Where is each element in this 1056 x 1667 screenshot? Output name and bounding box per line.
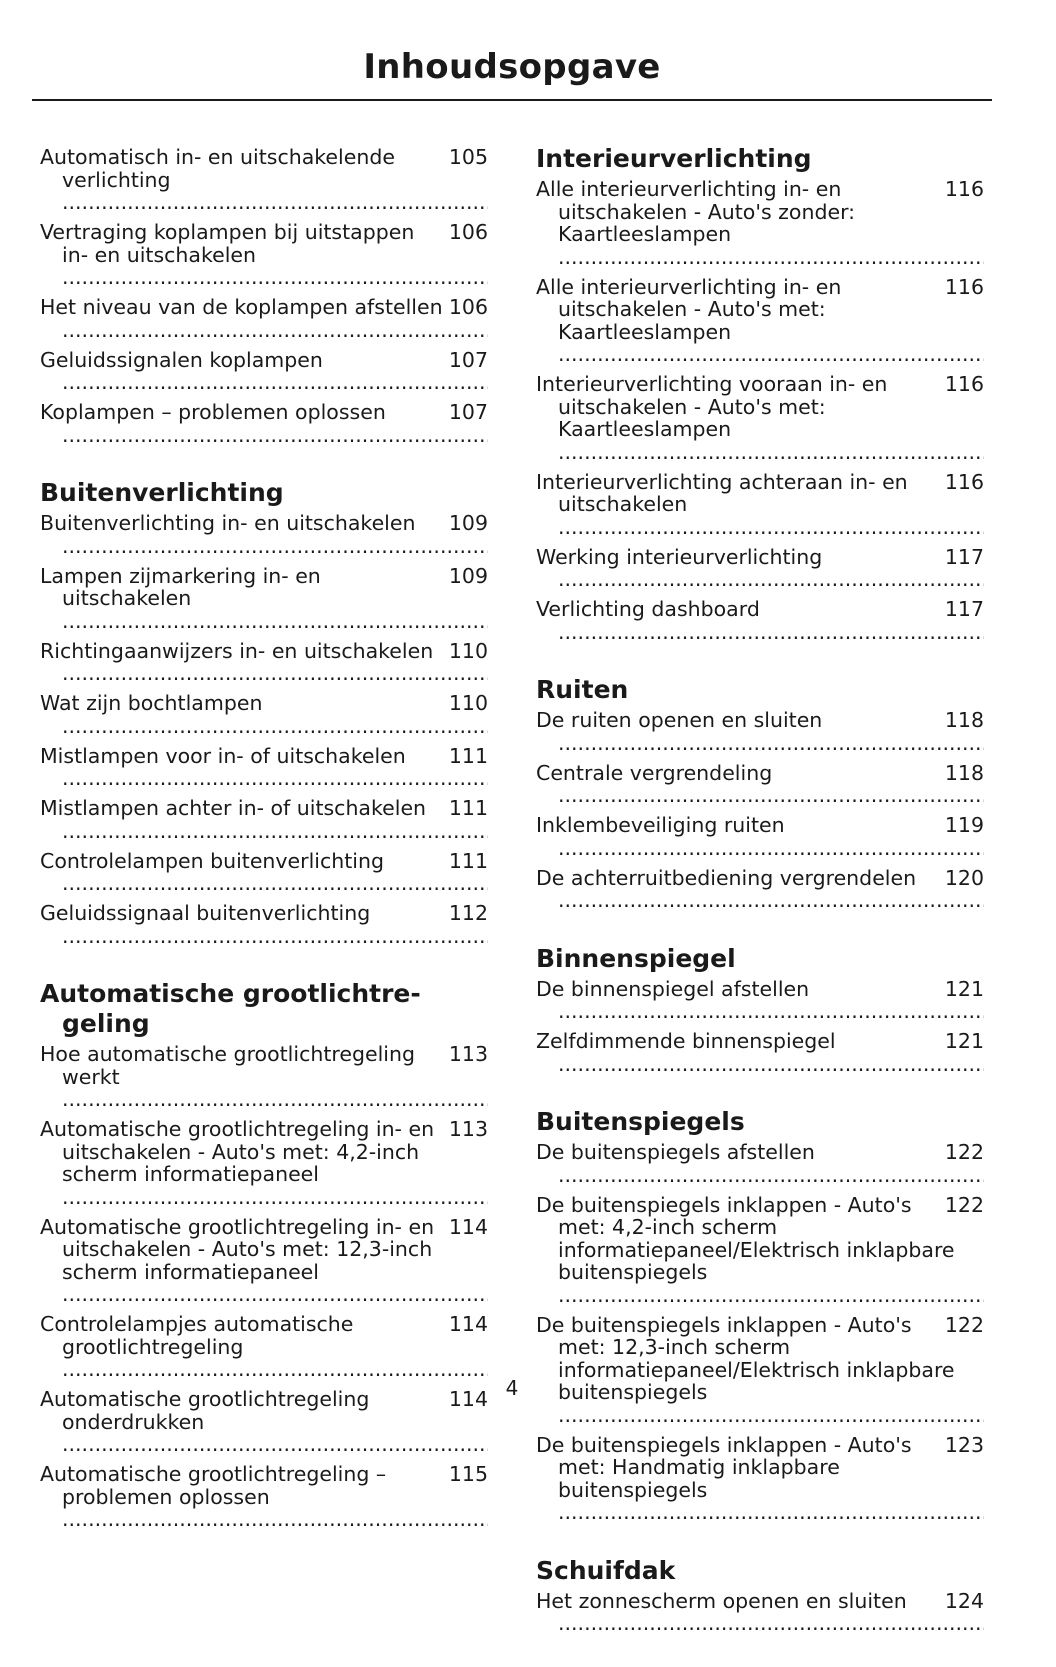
toc-entry[interactable] — [40, 221, 488, 289]
toc-entry[interactable] — [536, 276, 984, 366]
toc-entry[interactable] — [40, 512, 488, 557]
toc-entry-title: Automatische grootlichtregeling in- en uitschakelen - Auto's met: 12,3-inch scherm informatiepaneel ..... — [40, 1216, 488, 1306]
toc-entry-page: 123 — [944, 1433, 984, 1457]
toc-entry-page: 122 — [944, 1313, 984, 1337]
toc-entry-title: Alle interieurverlichting in- en uitschakelen - Auto's zonder: Kaartleeslampen ..... — [536, 178, 984, 268]
toc-entry-title: Mistlampen voor in- of uitschakelen ..... — [40, 745, 488, 790]
toc-right-column — [536, 144, 984, 1667]
toc-entry-page: 106 — [448, 221, 488, 244]
toc-entry-page: 110 — [448, 639, 488, 663]
section-heading: Automatische grootlichtre-geling — [40, 979, 421, 1038]
toc-entry[interactable] — [40, 1118, 488, 1208]
toc-section-binnenspiegel — [536, 944, 984, 1076]
toc-entry-title: Vertraging koplampen bij uitstappen in- en uitschakelen ..... — [40, 221, 488, 289]
toc-section-schuifdak — [536, 1556, 984, 1635]
toc-section-buitenspiegels — [536, 1107, 984, 1524]
toc-entry-title: Inklembeveiliging ruiten ..... — [536, 814, 984, 859]
toc-entry-page: 116 — [944, 373, 984, 396]
page-title: Inhoudsopgave — [363, 47, 661, 87]
title-divider — [32, 99, 992, 101]
section-heading: Schuifdak — [536, 1555, 676, 1585]
toc-entry[interactable] — [536, 1030, 984, 1075]
toc-entry-page: 124 — [944, 1589, 984, 1613]
toc-entry[interactable] — [40, 745, 488, 790]
toc-entry-page: 113 — [448, 1043, 488, 1066]
section-heading: Buitenverlichting — [40, 478, 284, 507]
toc-entry[interactable] — [536, 814, 984, 859]
toc-entry[interactable] — [40, 1463, 488, 1531]
toc-entry[interactable] — [40, 902, 488, 947]
toc-entry[interactable] — [40, 797, 488, 842]
toc-entry-title: Het niveau van de koplampen afstellen ..... — [40, 296, 488, 341]
toc-entry-page: 113 — [448, 1118, 488, 1141]
toc-entry-page: 120 — [944, 866, 984, 890]
toc-entry[interactable] — [536, 1141, 984, 1186]
toc-entry-page: 112 — [448, 902, 488, 925]
toc-entry-title: De buitenspiegels afstellen ..... — [536, 1141, 984, 1186]
toc-entry-page: 114 — [448, 1313, 488, 1336]
toc-entry[interactable] — [536, 471, 984, 539]
toc-entry-title: Automatische grootlichtregeling in- en uitschakelen - Auto's met: 4,2-inch scherm informatiepaneel ..... — [40, 1118, 488, 1208]
toc-entry-page: 121 — [944, 977, 984, 1001]
toc-entry-title: Richtingaanwijzers in- en uitschakelen ..... — [40, 640, 488, 685]
toc-entry[interactable] — [536, 709, 984, 754]
toc-entry[interactable] — [536, 978, 984, 1023]
toc-entry-page: 118 — [944, 709, 984, 732]
section-heading: Ruiten — [536, 675, 629, 704]
page-number: 4 — [505, 1376, 519, 1400]
toc-entry-title: De binnenspiegel afstellen ..... — [536, 978, 984, 1023]
toc-entry-title: Geluidssignalen koplampen ..... — [40, 349, 488, 394]
toc-entry-title: Koplampen – problemen oplossen ..... — [40, 401, 488, 446]
toc-section-ruiten — [536, 675, 984, 912]
toc-left-column — [40, 146, 488, 1563]
toc-entry-page: 111 — [448, 744, 488, 768]
toc-entry-title: De ruiten openen en sluiten ..... — [536, 709, 984, 754]
toc-entry[interactable] — [536, 1194, 984, 1307]
toc-entry[interactable] — [536, 1314, 984, 1427]
toc-entry-title: Interieurverlichting achteraan in- en uitschakelen ..... — [536, 471, 984, 539]
toc-entry-page: 114 — [448, 1215, 488, 1239]
toc-entry-title: Geluidssignaal buitenverlichting ..... — [40, 902, 488, 947]
toc-entry-page: 121 — [944, 1030, 984, 1053]
toc-entry-title: Het zonnescherm openen en sluiten ..... — [536, 1590, 984, 1635]
toc-entry-page: 115 — [448, 1463, 488, 1486]
toc-entry[interactable] — [40, 565, 488, 633]
toc-entry-title: Alle interieurverlichting in- en uitschakelen - Auto's met: Kaartleeslampen ..... — [536, 276, 984, 366]
toc-entry-title: Automatisch in- en uitschakelende verlichting ..... — [40, 146, 488, 214]
toc-section-automatische-grootlichtre-geling — [40, 979, 488, 1531]
toc-entry[interactable] — [40, 1216, 488, 1306]
toc-section-buitenverlichting — [40, 478, 488, 947]
toc-entry-page: 109 — [448, 512, 488, 535]
toc-entry[interactable] — [536, 762, 984, 807]
toc-entry-page: 119 — [944, 814, 984, 837]
toc-entry-page: 116 — [944, 470, 984, 494]
toc-entry[interactable] — [40, 1043, 488, 1111]
toc-entry-title: Lampen zijmarkering in- en uitschakelen ..... — [40, 565, 488, 633]
toc-entry[interactable] — [536, 178, 984, 268]
toc-section-interieurverlichting — [536, 144, 984, 643]
toc-entry[interactable] — [536, 598, 984, 643]
toc-entry-title: De buitenspiegels inklappen - Auto's met: 4,2-inch scherm informatiepaneel/Elektrisch inklapbare buitenspiegels ..... — [536, 1194, 984, 1307]
toc-entry-page: 105 — [448, 146, 488, 169]
toc-entry[interactable] — [536, 373, 984, 463]
toc-entry-title: Zelfdimmende binnenspiegel ..... — [536, 1030, 984, 1075]
toc-entry-title: De buitenspiegels inklappen - Auto's met: Handmatig inklapbare buitenspiegels ..... — [536, 1434, 984, 1524]
toc-entry-page: 118 — [944, 761, 984, 785]
toc-entry-title: Controlelampen buitenverlichting ..... — [40, 850, 488, 895]
toc-entry-title: Interieurverlichting vooraan in- en uitschakelen - Auto's met: Kaartleeslampen ..... — [536, 373, 984, 463]
toc-entry[interactable] — [536, 546, 984, 591]
toc-entry[interactable] — [40, 1313, 488, 1381]
toc-entry[interactable] — [536, 867, 984, 912]
toc-entry-page: 111 — [448, 797, 488, 820]
section-heading: Buitenspiegels — [536, 1107, 745, 1136]
toc-entry[interactable] — [536, 1434, 984, 1524]
toc-entry-title: De buitenspiegels inklappen - Auto's met: 12,3-inch scherm informatiepaneel/Elektrisch inklapbare buitenspiegels ..... — [536, 1314, 984, 1427]
toc-entry-page: 116 — [944, 275, 984, 299]
toc-entry-title: Automatische grootlichtregeling onderdrukken ..... — [40, 1388, 488, 1456]
toc-entry-title: De achterruitbediening vergrendelen ..... — [536, 867, 984, 912]
toc-entry-page: 107 — [448, 401, 488, 424]
toc-entry-title: Verlichting dashboard ..... — [536, 598, 984, 643]
toc-entry[interactable] — [40, 640, 488, 685]
toc-entry-page: 110 — [448, 692, 488, 715]
toc-entry-page: 107 — [448, 348, 488, 372]
section-heading: Interieurverlichting — [536, 144, 812, 173]
toc-entry-page: 122 — [944, 1141, 984, 1164]
toc-entry[interactable] — [40, 401, 488, 446]
toc-entry[interactable] — [40, 692, 488, 737]
toc-entry[interactable] — [40, 349, 488, 394]
toc-entry-page: 117 — [944, 598, 984, 621]
toc-entry-page: 111 — [448, 849, 488, 873]
toc-entry-page: 106 — [448, 296, 488, 319]
toc-entry-title: Buitenverlichting in- en uitschakelen ..... — [40, 512, 488, 557]
toc-entry-page: 117 — [944, 545, 984, 569]
toc-entry-title: Hoe automatische grootlichtregeling werkt ..... — [40, 1043, 488, 1111]
section-heading: Binnenspiegel — [536, 943, 736, 973]
toc-entry-title: Controlelampjes automatische grootlichtregeling ..... — [40, 1313, 488, 1381]
toc-entry-title: Automatische grootlichtregeling – problemen oplossen ..... — [40, 1463, 488, 1531]
toc-entry-page: 116 — [944, 178, 984, 201]
toc-entry-title: Centrale vergrendeling ..... — [536, 762, 984, 807]
toc-entry-page: 109 — [448, 564, 488, 588]
toc-entry[interactable] — [40, 850, 488, 895]
toc-entry-title: Wat zijn bochtlampen ..... — [40, 692, 488, 737]
toc-section-intro — [40, 146, 488, 446]
toc-entry-page: 114 — [448, 1388, 488, 1411]
toc-entry[interactable] — [536, 1590, 984, 1635]
toc-entry[interactable] — [40, 146, 488, 214]
toc-entry-title: Mistlampen achter in- of uitschakelen ..... — [40, 797, 488, 842]
toc-entry-title: Werking interieurverlichting ..... — [536, 546, 984, 591]
toc-entry[interactable] — [40, 296, 488, 341]
toc-entry-page: 122 — [944, 1193, 984, 1217]
